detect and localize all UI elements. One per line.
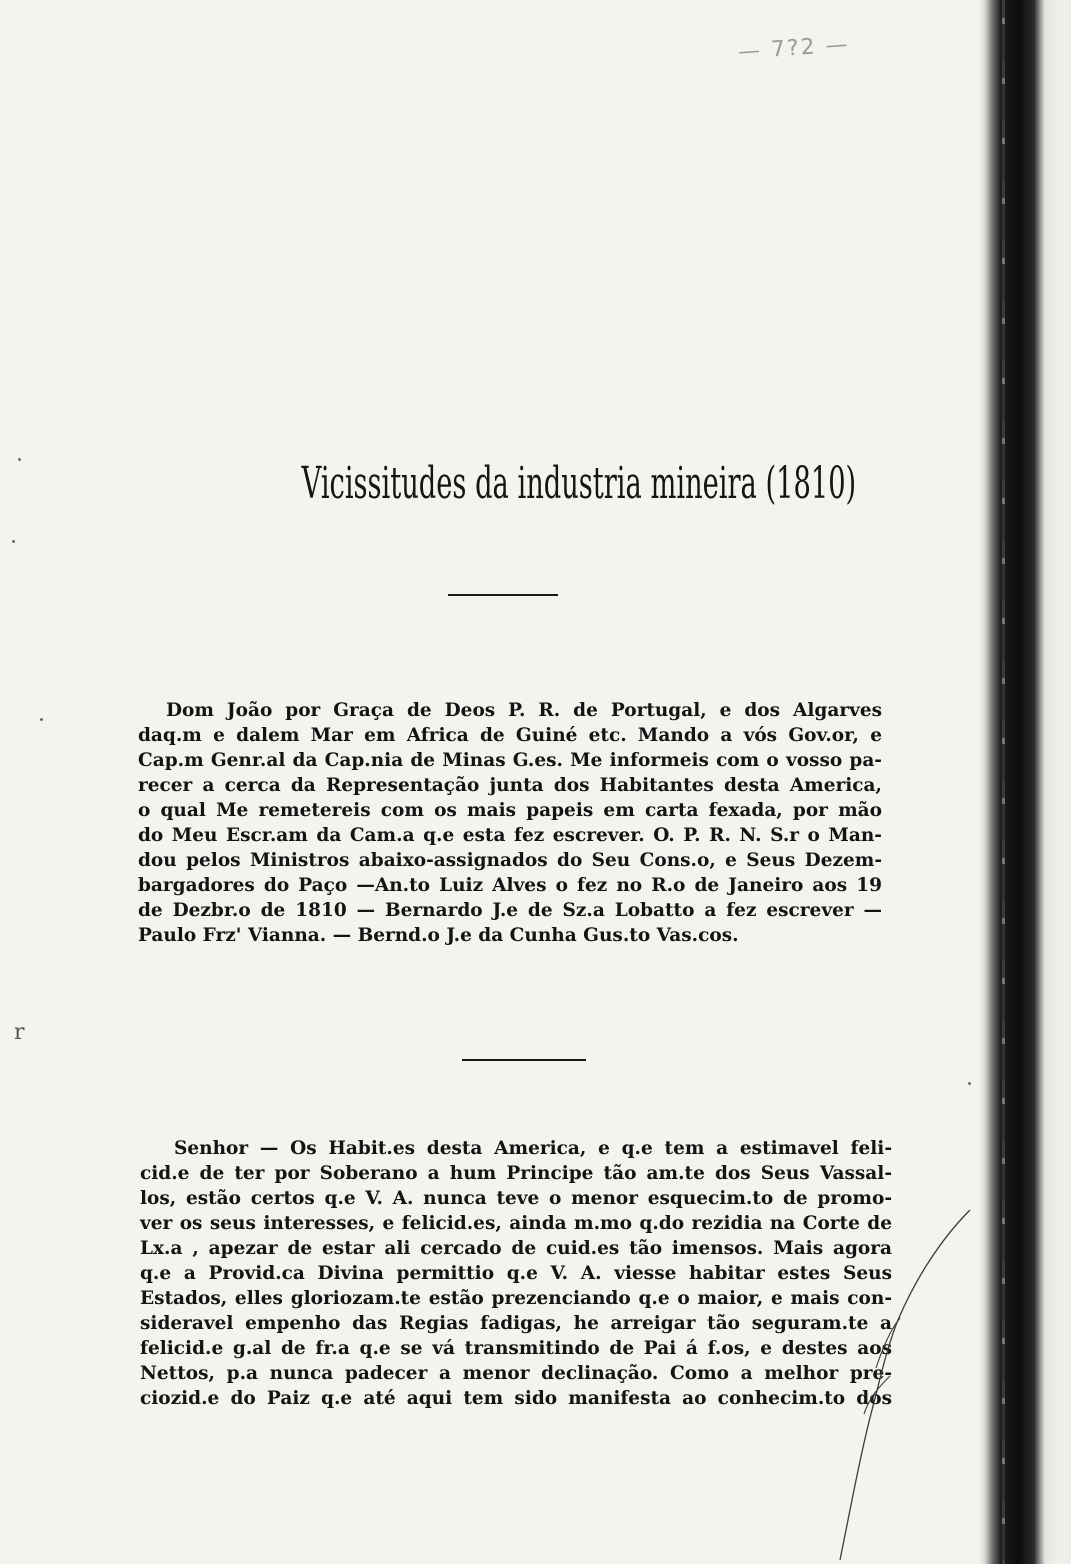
title-divider bbox=[448, 594, 558, 596]
text-line: Estados, elles gloriozam.te estão prezenciando q.e o maior, e mais con- bbox=[140, 1288, 892, 1309]
text-line: Cap.m Genr.al da Cap.nia de Minas G.es. Me informeis com o vosso pa- bbox=[138, 750, 882, 771]
scan-speck bbox=[968, 1082, 971, 1085]
page-title: Vicissitudes da industria mineira (1810) bbox=[301, 458, 857, 509]
pencil-scribble-mark bbox=[740, 1200, 980, 1564]
text-line: ciozid.e do Paiz q.e até aqui tem sido manifesta ao conhecim.to dos bbox=[140, 1388, 892, 1409]
text-line: dou pelos Ministros abaixo-assignados do Seu Cons.o, e Seus Dezem- bbox=[138, 850, 882, 871]
text-line: o qual Me remetereis com os mais papeis em carta fexada, por mão bbox=[138, 800, 882, 821]
section-divider bbox=[462, 1059, 586, 1061]
scan-speck bbox=[12, 540, 15, 543]
text-line: daq.m e dalem Mar em Africa de Guiné etc. Mando a vós Gov.or, e bbox=[138, 725, 882, 746]
text-line: ver os seus interesses, e felicid.es, ainda m.mo q.do rezidia na Corte de bbox=[140, 1213, 892, 1234]
scan-speck bbox=[40, 718, 43, 721]
royal-decree-paragraph bbox=[138, 698, 882, 948]
text-line: los, estão certos q.e V. A. nunca teve o menor esquecim.to de promo- bbox=[140, 1188, 892, 1209]
page-corner-mark: — 7?2 — bbox=[737, 32, 851, 65]
text-line: Dom João por Graça de Deos P. R. de Portugal, e dos Algarves bbox=[166, 700, 882, 721]
text-line: do Meu Escr.am da Cam.a q.e esta fez escrever. O. P. R. N. S.r o Man- bbox=[138, 825, 882, 846]
margin-mark: r bbox=[14, 1020, 25, 1045]
text-line: de Dezbr.o de 1810 — Bernardo J.e de Sz.a Lobatto a fez escrever — bbox=[138, 900, 882, 921]
text-line: q.e a Provid.ca Divina permittio q.e V. A. viesse habitar estes Seus bbox=[140, 1263, 892, 1284]
text-line: Paulo Frz' Vianna. — Bernd.o J.e da Cunha Gus.to Vas.cos. bbox=[138, 925, 739, 946]
text-line: bargadores do Paço —An.to Luiz Alves o fez no R.o de Janeiro aos 19 bbox=[138, 875, 882, 896]
text-line: sideravel empenho das Regias fadigas, he arreigar tão seguram.te a bbox=[140, 1313, 892, 1334]
scan-speck bbox=[18, 458, 21, 461]
text-line: Nettos, p.a nunca padecer a menor declinação. Como a melhor pre- bbox=[140, 1363, 892, 1384]
text-line: cid.e de ter por Soberano a hum Principe tão am.te dos Seus Vassal- bbox=[140, 1163, 892, 1184]
book-binding-edge bbox=[979, 0, 1071, 1564]
binding-shadow bbox=[1002, 0, 1005, 1564]
text-line: felicid.e g.al de fr.a q.e se vá transmitindo de Pai á f.os, e destes aos bbox=[140, 1338, 892, 1359]
text-line: recer a cerca da Representação junta dos Habitantes desta America, bbox=[138, 775, 882, 796]
text-line: Lx.a , apezar de estar ali cercado de cuid.es tão imensos. Mais agora bbox=[140, 1238, 892, 1259]
text-line: Senhor — Os Habit.es desta America, e q.e tem a estimavel feli- bbox=[174, 1138, 892, 1159]
